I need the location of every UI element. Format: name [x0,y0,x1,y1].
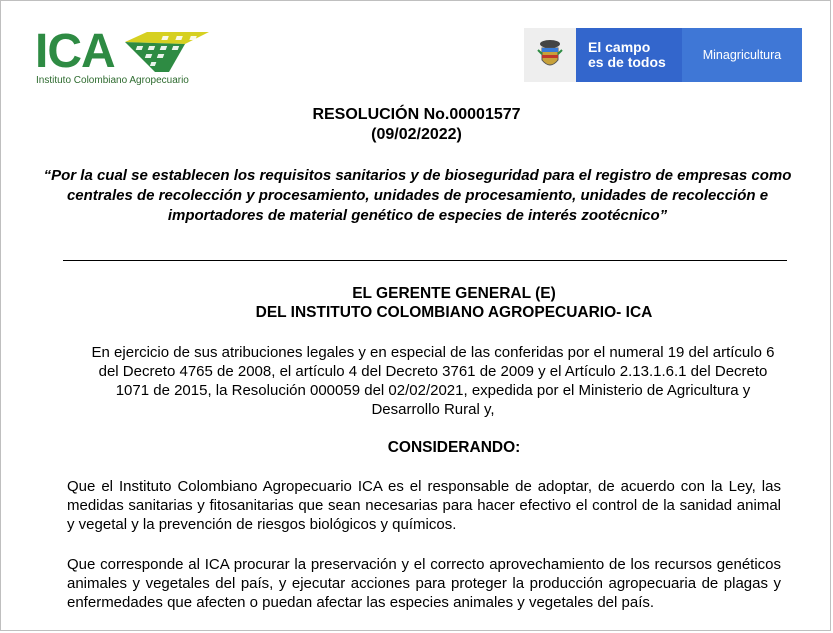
considerando-paragraph: Que el Instituto Colombiano Agropecuario ICA es el responsable de adoptar, de acuerdo con la Ley, las medidas sanitarias y fitosanitarias que sean necesarias para hacer efectivo el control de la sanidad animal y vegetal y la prevención de riesgos biológicos y químicos. [67,478,781,533]
authority-line2: DEL INSTITUTO COLOMBIANO AGROPECUARIO- ICA [255,304,653,321]
ministry-label: Minagricultura [682,28,802,82]
divider [63,260,787,261]
ica-checker-icon [125,30,209,74]
preamble-text: En ejercicio de sus atribuciones legales y en especial de las conferidas por el numeral 19 del artículo 6 del Decreto 4765 de 2008, el artículo 4 del Decreto 3761 de 2009 y el Artículo 2.13.1.6.1 del Decreto 1071 de 2015, la Resolución 000059 del 02/02/2021, expedida por el Ministerio de Agricultura y Desarrollo Rural y, [91,344,775,418]
gov-slogan-line2: es de todos [588,54,666,70]
colombia-shield-icon [524,28,576,82]
resolution-subject: “Por la cual se establecen los requisitos sanitarios y de bioseguridad para el registro de empresas como centrales de recolección y procesamiento, unidades de procesamiento, unidades de recolección e importadores de material genético de especies de interés zootécnico” [43,167,792,224]
ica-logo [35,25,205,88]
gov-slogan-line1: El campo [588,39,651,55]
gov-slogan [576,28,682,82]
gov-banner [524,28,802,82]
resolution-number: RESOLUCIÓN No.00001577 [312,106,521,123]
considerando-heading: CONSIDERANDO: [387,439,521,456]
resolution-date: (09/02/2022) [371,126,462,143]
considerando-paragraph: Que corresponde al ICA procurar la preservación y el correcto aprovechamiento de los recursos genéticos animales y vegetales del país, y ejecutar acciones para proteger la producción agropecuaria de plagas y enfermedades que afecten o puedan afectar las especies animales y vegetales del país. [67,556,781,611]
ica-logo-text: ICA [35,25,115,78]
ica-subtitle: Instituto Colombiano Agropecuario [36,75,189,86]
authority-line1: EL GERENTE GENERAL (E) [352,285,556,302]
